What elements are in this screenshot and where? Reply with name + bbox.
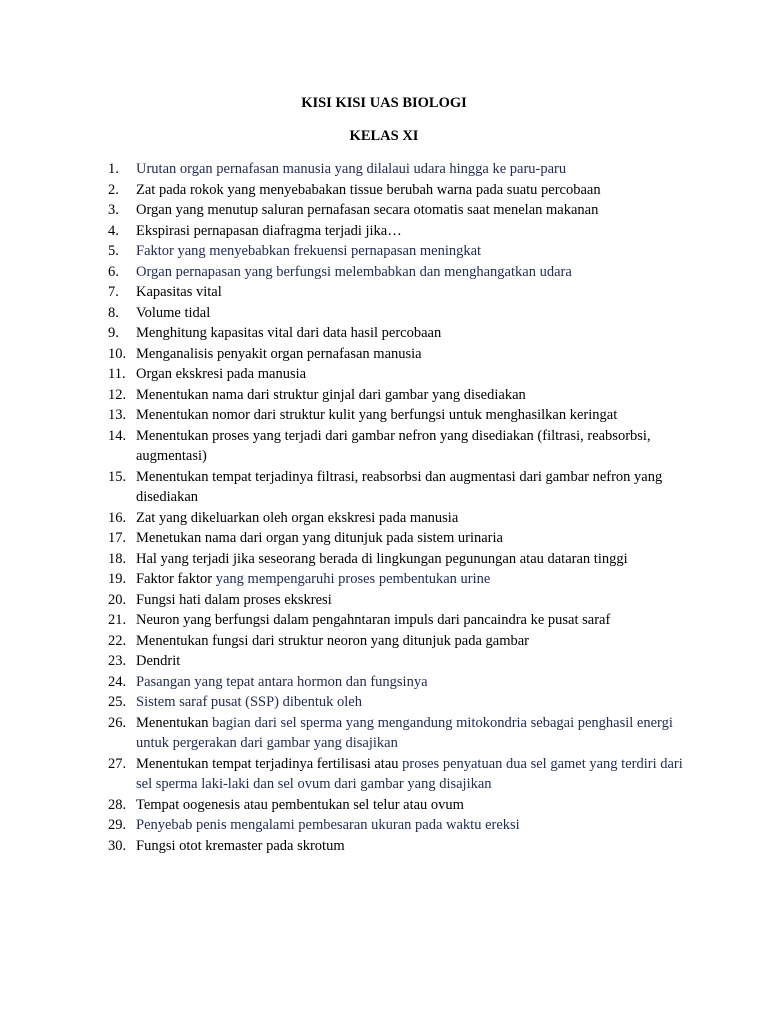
list-item: [108, 549, 688, 570]
document-title: KISI KISI UAS BIOLOGI: [301, 95, 467, 111]
list-item-text: [136, 651, 688, 672]
list-item-text: [136, 221, 688, 242]
text-segment: Fungsi hati dalam proses ekskresi: [136, 591, 332, 608]
list-item: [108, 282, 688, 303]
text-segment: Menentukan: [136, 714, 213, 731]
list-item-text: [136, 426, 688, 467]
list-item-text: [136, 405, 688, 426]
list-item-text: [136, 549, 688, 570]
list-item: [108, 364, 688, 385]
list-item: [108, 672, 688, 693]
list-item-number: 5.: [108, 243, 119, 259]
text-segment: Menentukan proses yang terjadi dari gambar nefron yang disediakan (filtrasi, reabsorbsi, augmentasi): [136, 427, 651, 464]
text-segment: Hal yang terjadi jika seseorang berada di lingkungan pegunungan atau dataran tinggi: [136, 550, 628, 567]
list-item-number: 12.: [108, 386, 127, 403]
list-item: [108, 303, 688, 324]
list-item-text: [136, 692, 688, 713]
text-segment: Dendrit: [136, 653, 181, 669]
list-item: [108, 610, 688, 631]
list-item-text: [136, 262, 688, 283]
text-segment: Pasangan yang tepat antara hormon dan fungsinya: [136, 673, 428, 690]
list-item-number: 8.: [108, 304, 119, 321]
list-item: [108, 180, 688, 201]
list-item-text: [136, 200, 688, 221]
list-item-number: 20.: [108, 591, 127, 608]
text-segment: Urutan organ pernafasan manusia yang dilalaui udara hingga ke paru-paru: [136, 161, 567, 177]
text-segment: Menetukan nama dari organ yang ditunjuk pada sistem urinaria: [136, 530, 503, 546]
text-segment: Menentukan fungsi dari struktur neoron yang ditunjuk pada gambar: [136, 632, 530, 649]
list-item: [108, 795, 688, 816]
list-item-number: 25.: [108, 694, 127, 710]
list-item-number: 4.: [108, 222, 119, 239]
list-item-number: 18.: [108, 550, 127, 567]
list-item: [108, 344, 688, 365]
list-item: [108, 569, 688, 590]
text-segment: bagian dari sel sperma yang mengandung mitokondria sebagai penghasil energi untuk pergerakan dari gambar yang disajikan: [136, 714, 673, 751]
list-item-number: 19.: [108, 571, 127, 587]
text-segment: Faktor yang menyebabkan frekuensi pernapasan meningkat: [136, 243, 482, 259]
text-segment: Zat yang dikeluarkan oleh organ ekskresi pada manusia: [136, 509, 459, 526]
question-list: [108, 159, 688, 856]
list-item-text: [136, 836, 688, 857]
list-item-number: 11.: [108, 366, 126, 382]
list-item-text: [136, 344, 688, 365]
text-segment: Faktor faktor: [136, 571, 216, 587]
text-segment: proses penyatuan dua sel gamet yang terdiri dari sel sperma laki-laki dan sel ovum dari gambar yang disajikan: [136, 755, 683, 792]
list-item-text: [136, 631, 688, 652]
list-item: [108, 262, 688, 283]
text-segment: Zat pada rokok yang menyebabakan tissue berubah warna pada suatu percobaan: [136, 181, 601, 198]
list-item-number: 6.: [108, 263, 119, 280]
list-item-number: 9.: [108, 325, 119, 341]
list-item: [108, 713, 688, 754]
list-item-number: 24.: [108, 673, 127, 690]
list-item: [108, 221, 688, 242]
list-item-number: 23.: [108, 653, 127, 669]
list-item-number: 14.: [108, 427, 127, 444]
list-item-text: [136, 610, 688, 631]
list-item: [108, 528, 688, 549]
list-item-text: [136, 713, 688, 754]
list-item-number: 27.: [108, 755, 127, 772]
list-item-text: [136, 590, 688, 611]
text-segment: Organ yang menutup saluran pernafasan secara otomatis saat menelan makanan: [136, 202, 599, 218]
list-item-number: 10.: [108, 345, 127, 362]
list-item-number: 7.: [108, 284, 119, 300]
list-item-text: [136, 467, 688, 508]
list-item-text: [136, 385, 688, 406]
list-item-text: [136, 323, 688, 344]
list-item-text: [136, 241, 688, 262]
list-item-number: 17.: [108, 530, 127, 546]
list-item-number: 1.: [108, 161, 119, 177]
list-item-text: [136, 282, 688, 303]
list-item-number: 15.: [108, 468, 127, 485]
list-item: [108, 385, 688, 406]
list-item: [108, 159, 688, 180]
list-item: [108, 836, 688, 857]
list-item-number: 28.: [108, 796, 127, 813]
list-item-text: [136, 159, 688, 180]
list-item: [108, 651, 688, 672]
list-item-text: [136, 754, 688, 795]
text-segment: Menganalisis penyakit organ pernafasan manusia: [136, 345, 422, 362]
list-item-number: 30.: [108, 837, 127, 854]
list-item: [108, 754, 688, 795]
text-segment: Tempat oogenesis atau pembentukan sel telur atau ovum: [136, 796, 464, 813]
text-segment: Volume tidal: [136, 304, 211, 321]
list-item: [108, 508, 688, 529]
text-segment: Ekspirasi pernapasan diafragma terjadi jika…: [136, 222, 402, 239]
list-item-number: 13.: [108, 407, 127, 423]
text-segment: Menentukan tempat terjadinya filtrasi, reabsorbsi dan augmentasi dari gambar nefron yang disediakan: [136, 468, 663, 505]
list-item-text: [136, 528, 688, 549]
text-segment: yang mempengaruhi proses pembentukan urine: [215, 571, 491, 587]
list-item: [108, 590, 688, 611]
list-item-text: [136, 303, 688, 324]
list-item-number: 3.: [108, 202, 119, 218]
list-item-text: [136, 180, 688, 201]
list-item: [108, 405, 688, 426]
list-item-text: [136, 815, 688, 836]
list-item-number: 2.: [108, 181, 119, 198]
list-item: [108, 323, 688, 344]
text-segment: Sistem saraf pusat (SSP) dibentuk oleh: [136, 694, 362, 710]
list-item-number: 16.: [108, 509, 127, 526]
list-item: [108, 426, 688, 467]
list-item-text: [136, 508, 688, 529]
list-item: [108, 692, 688, 713]
list-item: [108, 467, 688, 508]
text-segment: Organ ekskresi pada manusia: [136, 366, 307, 382]
text-segment: Menentukan nama dari struktur ginjal dari gambar yang disediakan: [136, 386, 526, 403]
list-item-text: [136, 364, 688, 385]
text-segment: Menghitung kapasitas vital dari data hasil percobaan: [136, 325, 442, 341]
list-item-number: 26.: [108, 714, 127, 731]
text-segment: Menentukan nomor dari struktur kulit yang berfungsi untuk menghasilkan keringat: [136, 407, 618, 423]
text-segment: Kapasitas vital: [136, 284, 222, 300]
list-item-text: [136, 672, 688, 693]
list-item: [108, 815, 688, 836]
list-item: [108, 631, 688, 652]
text-segment: Penyebab penis mengalami pembesaran ukuran pada waktu ereksi: [136, 817, 520, 833]
list-item: [108, 241, 688, 262]
list-item-text: [136, 569, 688, 590]
text-segment: Neuron yang berfungsi dalam pengahntaran impuls dari pancaindra ke pusat saraf: [136, 612, 611, 628]
list-item-number: 22.: [108, 632, 127, 649]
list-item-number: 29.: [108, 817, 127, 833]
text-segment: Organ pernapasan yang berfungsi melembabkan dan menghangatkan udara: [136, 263, 572, 280]
list-item: [108, 200, 688, 221]
text-segment: Fungsi otot kremaster pada skrotum: [136, 837, 345, 854]
document-subtitle: KELAS XI: [349, 128, 419, 144]
list-item-number: 21.: [108, 612, 127, 628]
list-item-text: [136, 795, 688, 816]
text-segment: Menentukan tempat terjadinya fertilisasi atau: [136, 755, 403, 772]
